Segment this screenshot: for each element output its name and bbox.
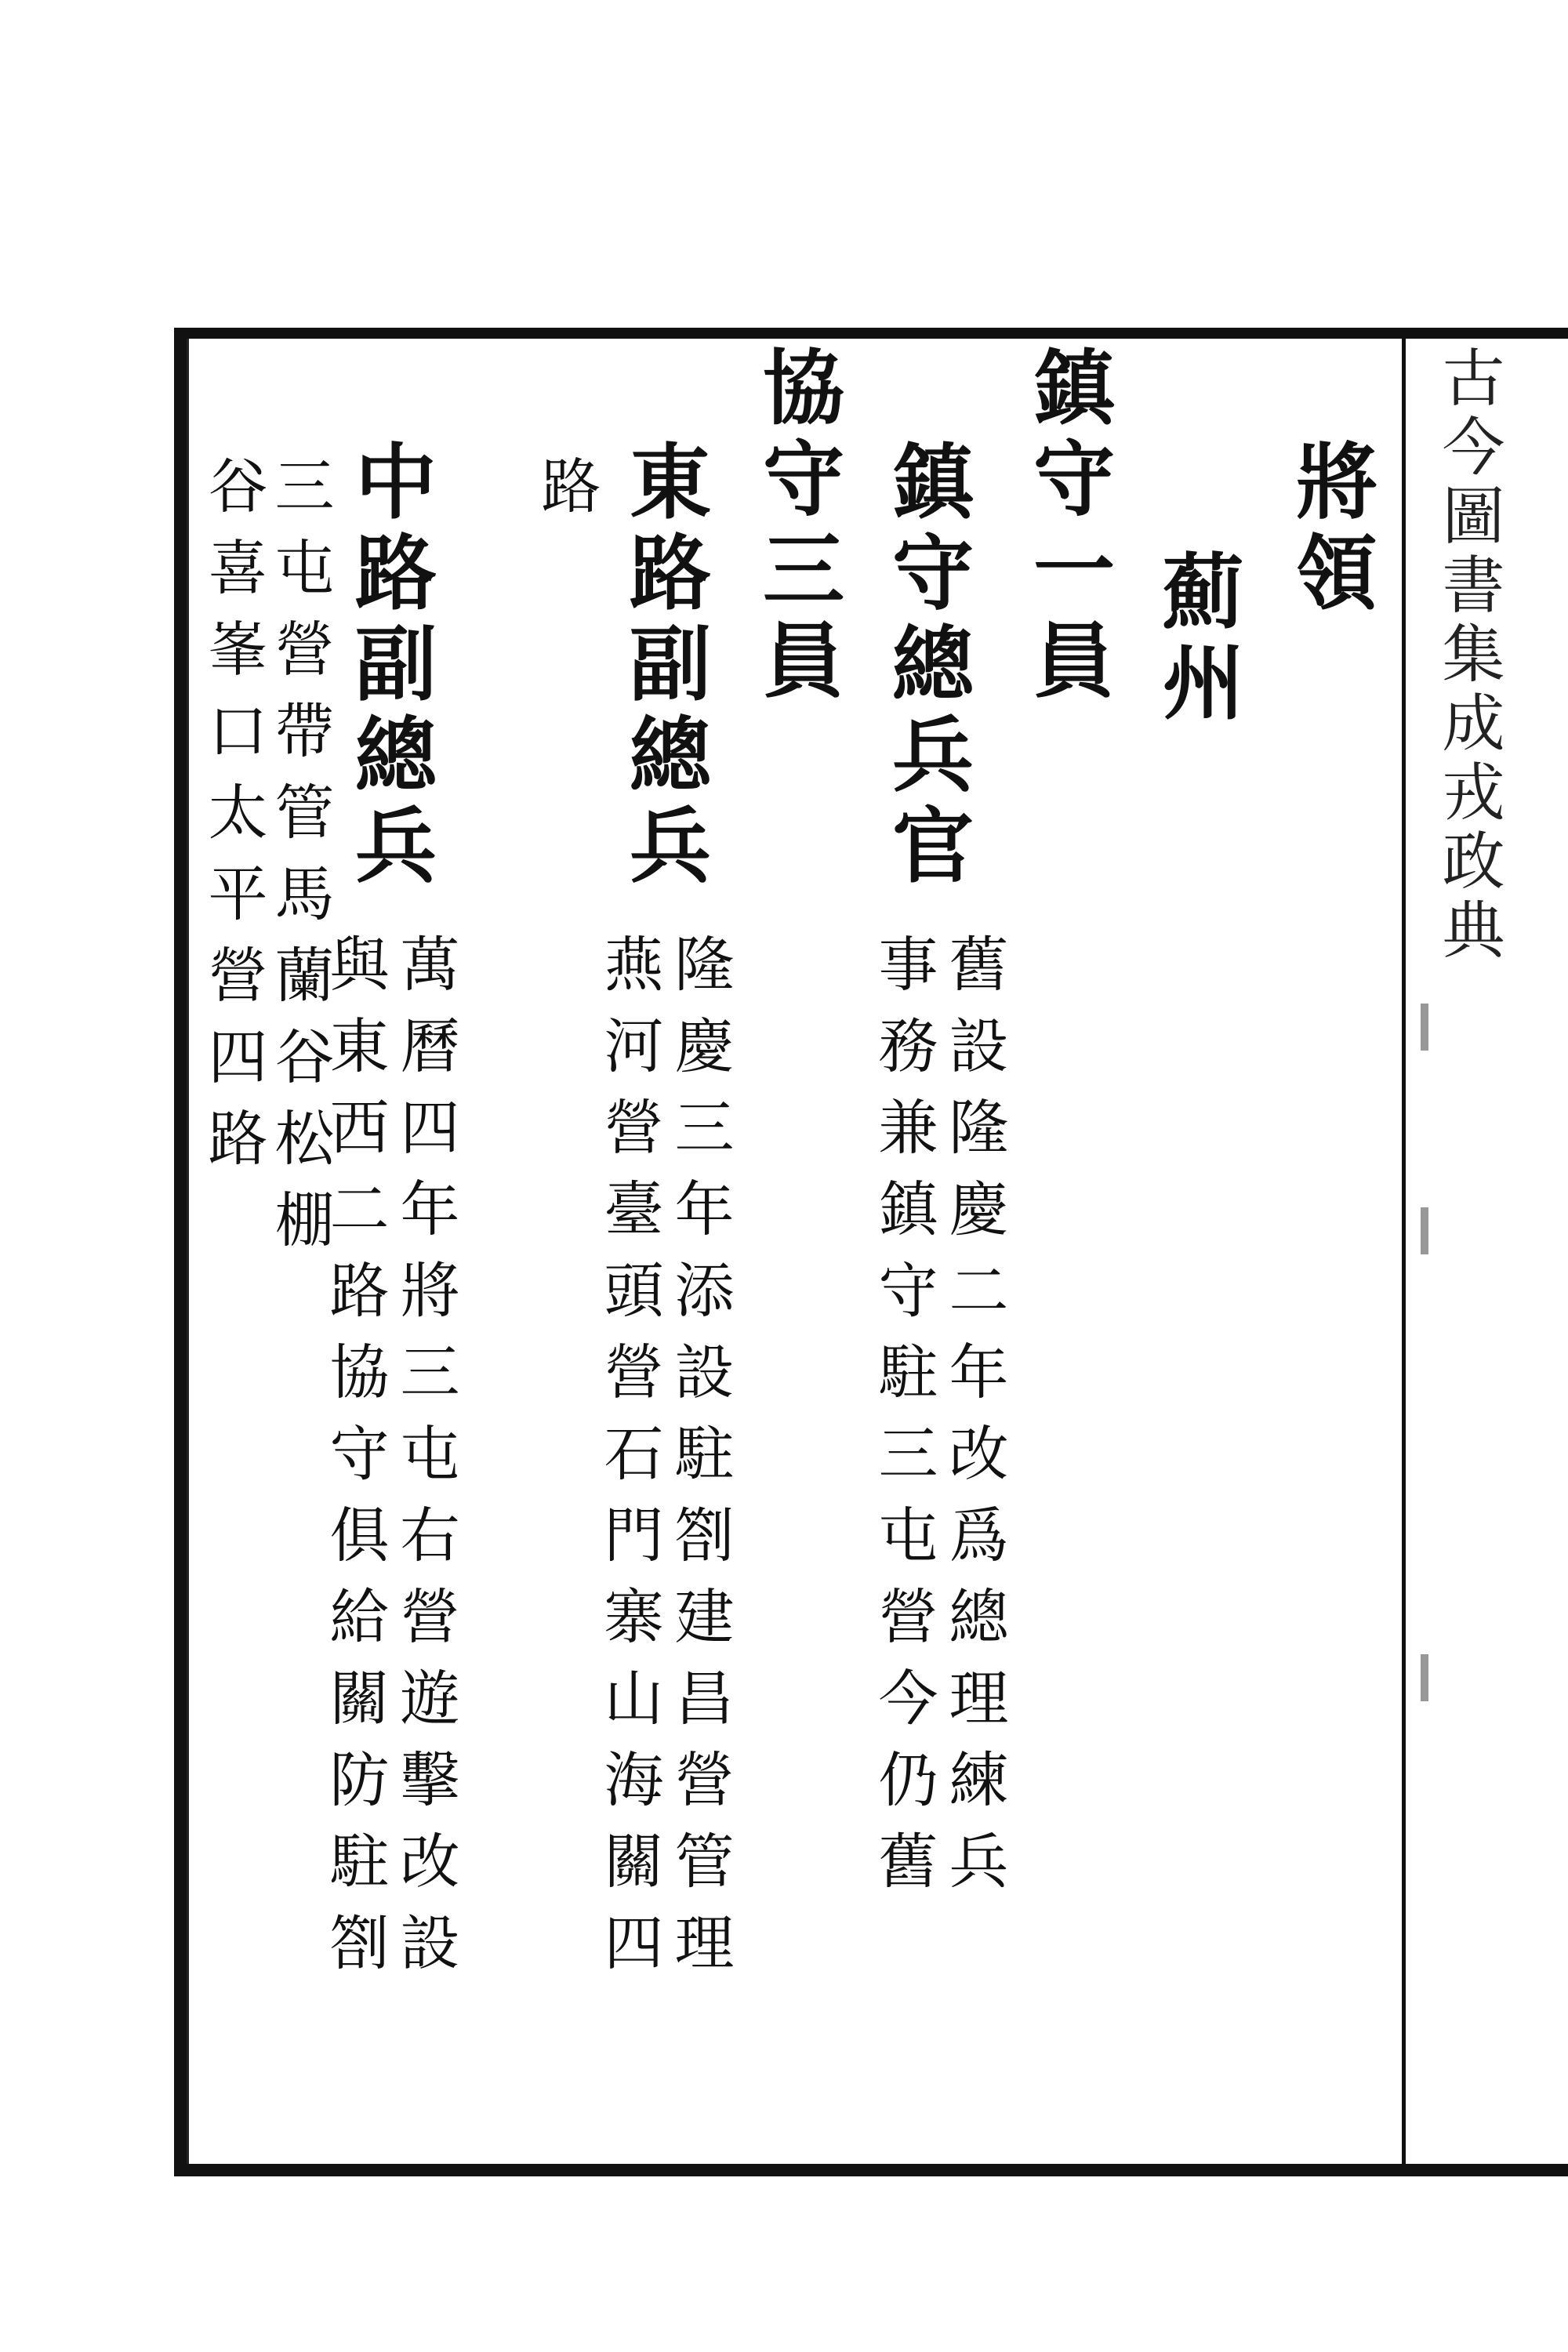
fold-title: 古今圖書集成戎政典 xyxy=(1432,345,1504,966)
note-line-continued-2: 谷喜峯口太平營四路 xyxy=(198,455,268,1189)
note-line-1: 萬曆四年將三屯右營遊擊改設 xyxy=(390,933,460,1993)
scan-mark xyxy=(1421,1207,1428,1254)
heading-jizhou: 薊州 xyxy=(1149,549,1245,731)
note-central-route xyxy=(321,933,458,1993)
note-line-1: 舊設隆慶二年改爲總理練兵 xyxy=(939,933,1009,1911)
title-garrison-commander: 鎮守總兵官 xyxy=(878,439,975,894)
heading-garrison-one: 鎮守一員 xyxy=(1019,345,1116,709)
note-line-2: 事務兼鎮守駐三屯營今仍舊 xyxy=(869,933,938,1911)
note-line-2: 與東西二路協守俱給關防駐劄 xyxy=(320,933,390,1993)
note-line-2: 燕河營臺頭營石門寨山海關四 xyxy=(594,933,664,1993)
fold-divider xyxy=(1402,339,1406,2164)
note-garrison-commander xyxy=(870,933,1007,1911)
scan-mark xyxy=(1421,1654,1428,1701)
note-line-1: 隆慶三年添設駐劄建昌營管理 xyxy=(665,933,735,1993)
title-central-route-deputy: 中路副總兵 xyxy=(341,439,437,894)
note-continuation: 路 xyxy=(532,455,601,536)
note-line-continued-1: 三屯營帶管馬蘭谷松棚 xyxy=(265,455,335,1270)
note-east-route xyxy=(594,933,735,1993)
scan-mark xyxy=(1421,1004,1428,1051)
heading-assistant-three: 協守三員 xyxy=(749,345,845,709)
heading-generals: 將領 xyxy=(1282,439,1378,621)
title-east-route-deputy: 東路副總兵 xyxy=(615,439,712,894)
